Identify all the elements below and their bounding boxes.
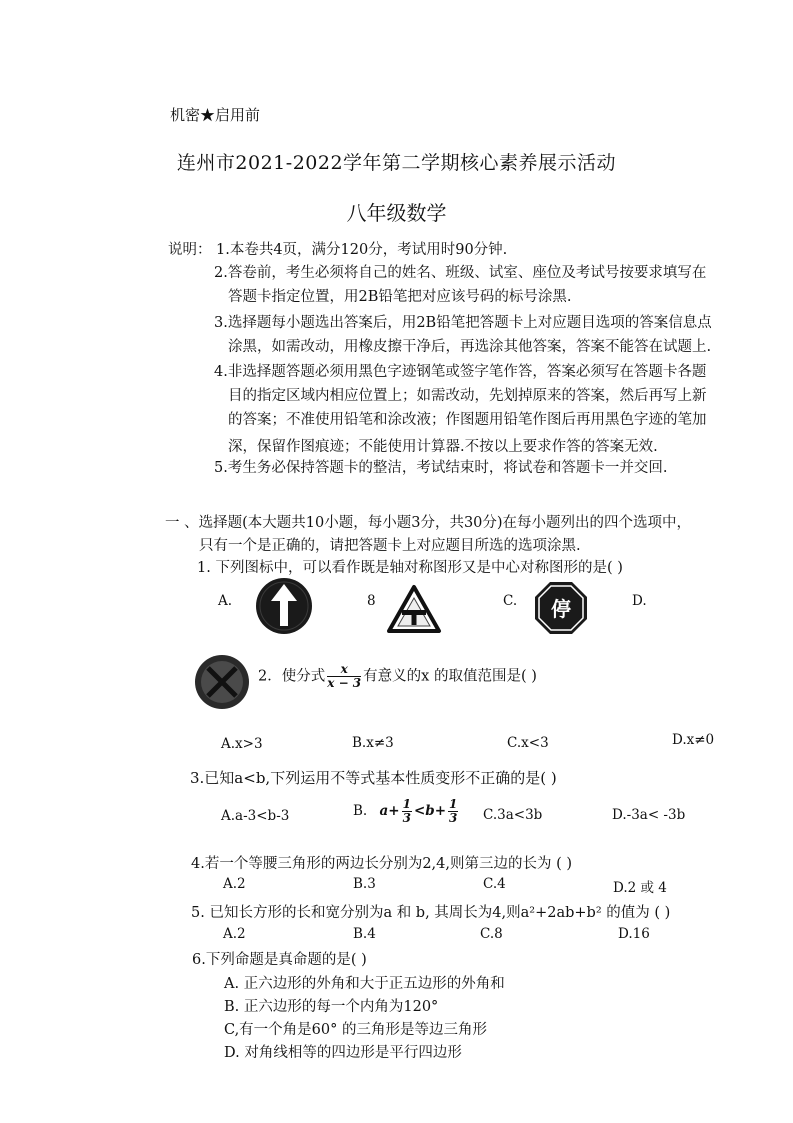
q2-stem-post: 有意义的x 的取值范围是( ) [363, 668, 537, 685]
q3-option-d: D.-3a< -3b [612, 807, 686, 823]
q2-option-c: C.x<3 [507, 735, 549, 751]
instruction-4b: 目的指定区域内相应位置上；如需改动，先划掉原来的答案，然后再写上新 [228, 388, 707, 404]
stop-sign-text: 停 [551, 597, 571, 621]
q6-option-c: C,有一个角是60° 的三角形是等边三角形 [224, 1022, 487, 1038]
q5-option-a: A.2 [223, 926, 246, 942]
q3-fraction-1 [402, 798, 412, 825]
q3-option-a: A.a-3<b-3 [221, 808, 290, 824]
exam-title: 连州市2021-2022学年第二学期核心素养展示活动 [176, 152, 617, 174]
instructions-lead: 说明： [168, 242, 212, 258]
q6-stem: 6.下列命题是真命题的是( ) [192, 952, 367, 968]
no-stopping-sign-icon [194, 654, 250, 710]
q6-option-b: B. 正六边形的每一个内角为120° [224, 999, 439, 1015]
q2-stem [258, 663, 537, 690]
q5-stem: 5. 已知长方形的长和宽分别为a 和 b, 其周长为4,则a²+2ab+b² 的值为 ( ) [191, 905, 671, 921]
q5-option-d: D.16 [618, 926, 650, 942]
q3-fraction-2-numerator: 1 [449, 797, 458, 811]
instruction-2b: 答题卡指定位置，用2B铅笔把对应该号码的标号涂黑. [228, 289, 572, 305]
q4-option-c: C.4 [483, 876, 506, 892]
q3-fraction-1-denominator: 3 [402, 811, 411, 825]
stop-sign-icon [533, 580, 589, 636]
instruction-2a: 2.答卷前，考生必须将自己的姓名、班级、试室、座位及考试号按要求填写在 [214, 265, 707, 281]
q4-stem: 4.若一个等腰三角形的两边长分别为2,4,则第三边的长为 ( ) [191, 856, 573, 872]
t-junction-warning-sign-icon [386, 584, 442, 634]
section-heading: 一 、选择题(本大题共10小题，每小题3分，共30分)在每小题列出的四个选项中， [165, 515, 692, 531]
q1-stem: 1. 下列图标中，可以看作既是轴对称图形又是中心对称图形的是( ) [197, 560, 623, 576]
exam-subtitle: 八年级数学 [346, 201, 447, 225]
q3-fraction-1-numerator: 1 [402, 797, 411, 811]
q2-fraction-denominator: x − 3 [327, 676, 362, 690]
q3-option-c: C.3a<3b [483, 807, 543, 823]
q2-fraction [327, 663, 361, 690]
instruction-3b: 涂黑，如需改动，用橡皮擦干净后，再选涂其他答案，答案不能答在试题上. [228, 339, 712, 355]
instruction-3a: 3.选择题每小题选出答案后，用2B铅笔把答题卡上对应题目选项的答案信息点 [214, 315, 712, 331]
q3-fraction-2-denominator: 3 [449, 811, 458, 825]
instruction-4c: 的答案；不准使用铅笔和涂改液；作图题用铅笔作图后再用黑色字迹的笔加 [228, 412, 707, 428]
q2-option-b: B.x≠3 [352, 735, 394, 751]
up-arrow-sign-icon [254, 576, 314, 636]
q6-option-d: D. 对角线相等的四边形是平行四边形 [224, 1045, 462, 1061]
q2-option-d: D.x≠0 [672, 732, 715, 748]
q1-option-a-label: A. [218, 593, 233, 609]
q3-fraction-2 [448, 798, 458, 825]
q3-stem: 3.已知a<b,下列运用不等式基本性质变形不正确的是( ) [190, 769, 557, 787]
q6-option-a: A. 正六边形的外角和大于正五边形的外角和 [224, 976, 505, 992]
section-heading-2: 只有一个是正确的，请把答题卡上对应题目所选的选项涂黑. [199, 538, 581, 554]
q4-option-d: D.2 或 4 [613, 880, 667, 896]
instruction-4d: 深，保留作图痕迹；不能使用计算器.不按以上要求作答的答案无效. [228, 439, 658, 455]
q2-stem-pre: 2．使分式 [258, 668, 326, 685]
q5-option-b: B.4 [353, 926, 376, 942]
q1-option-c-label: C. [503, 593, 518, 609]
instruction-1: 1.本卷共4页，满分120分，考试用时90分钟. [216, 242, 508, 258]
q4-option-a: A.2 [223, 876, 246, 892]
q2-option-a: A.x>3 [221, 736, 263, 752]
q5-option-c: C.8 [480, 926, 503, 942]
instruction-5: 5.考生务必保持答题卡的整洁，考试结束时，将试卷和答题卡一并交回. [214, 460, 668, 476]
q2-fraction-numerator: x [327, 663, 361, 677]
confidential-label: 机密★启用前 [170, 106, 261, 124]
q4-option-b: B.3 [353, 876, 376, 892]
q1-option-d-label: D. [632, 593, 647, 609]
q3-option-b-left: a+ [379, 803, 400, 819]
instruction-4a: 4.非选择题答题必须用黑色字迹钢笔或签字笔作答，答案必须写在答题卡各题 [214, 364, 707, 380]
q1-option-b-label: 8 [367, 593, 376, 609]
q3-option-b-label: B. [353, 803, 368, 819]
q3-option-b [353, 798, 460, 825]
q3-option-b-mid: <b+ [413, 803, 446, 819]
